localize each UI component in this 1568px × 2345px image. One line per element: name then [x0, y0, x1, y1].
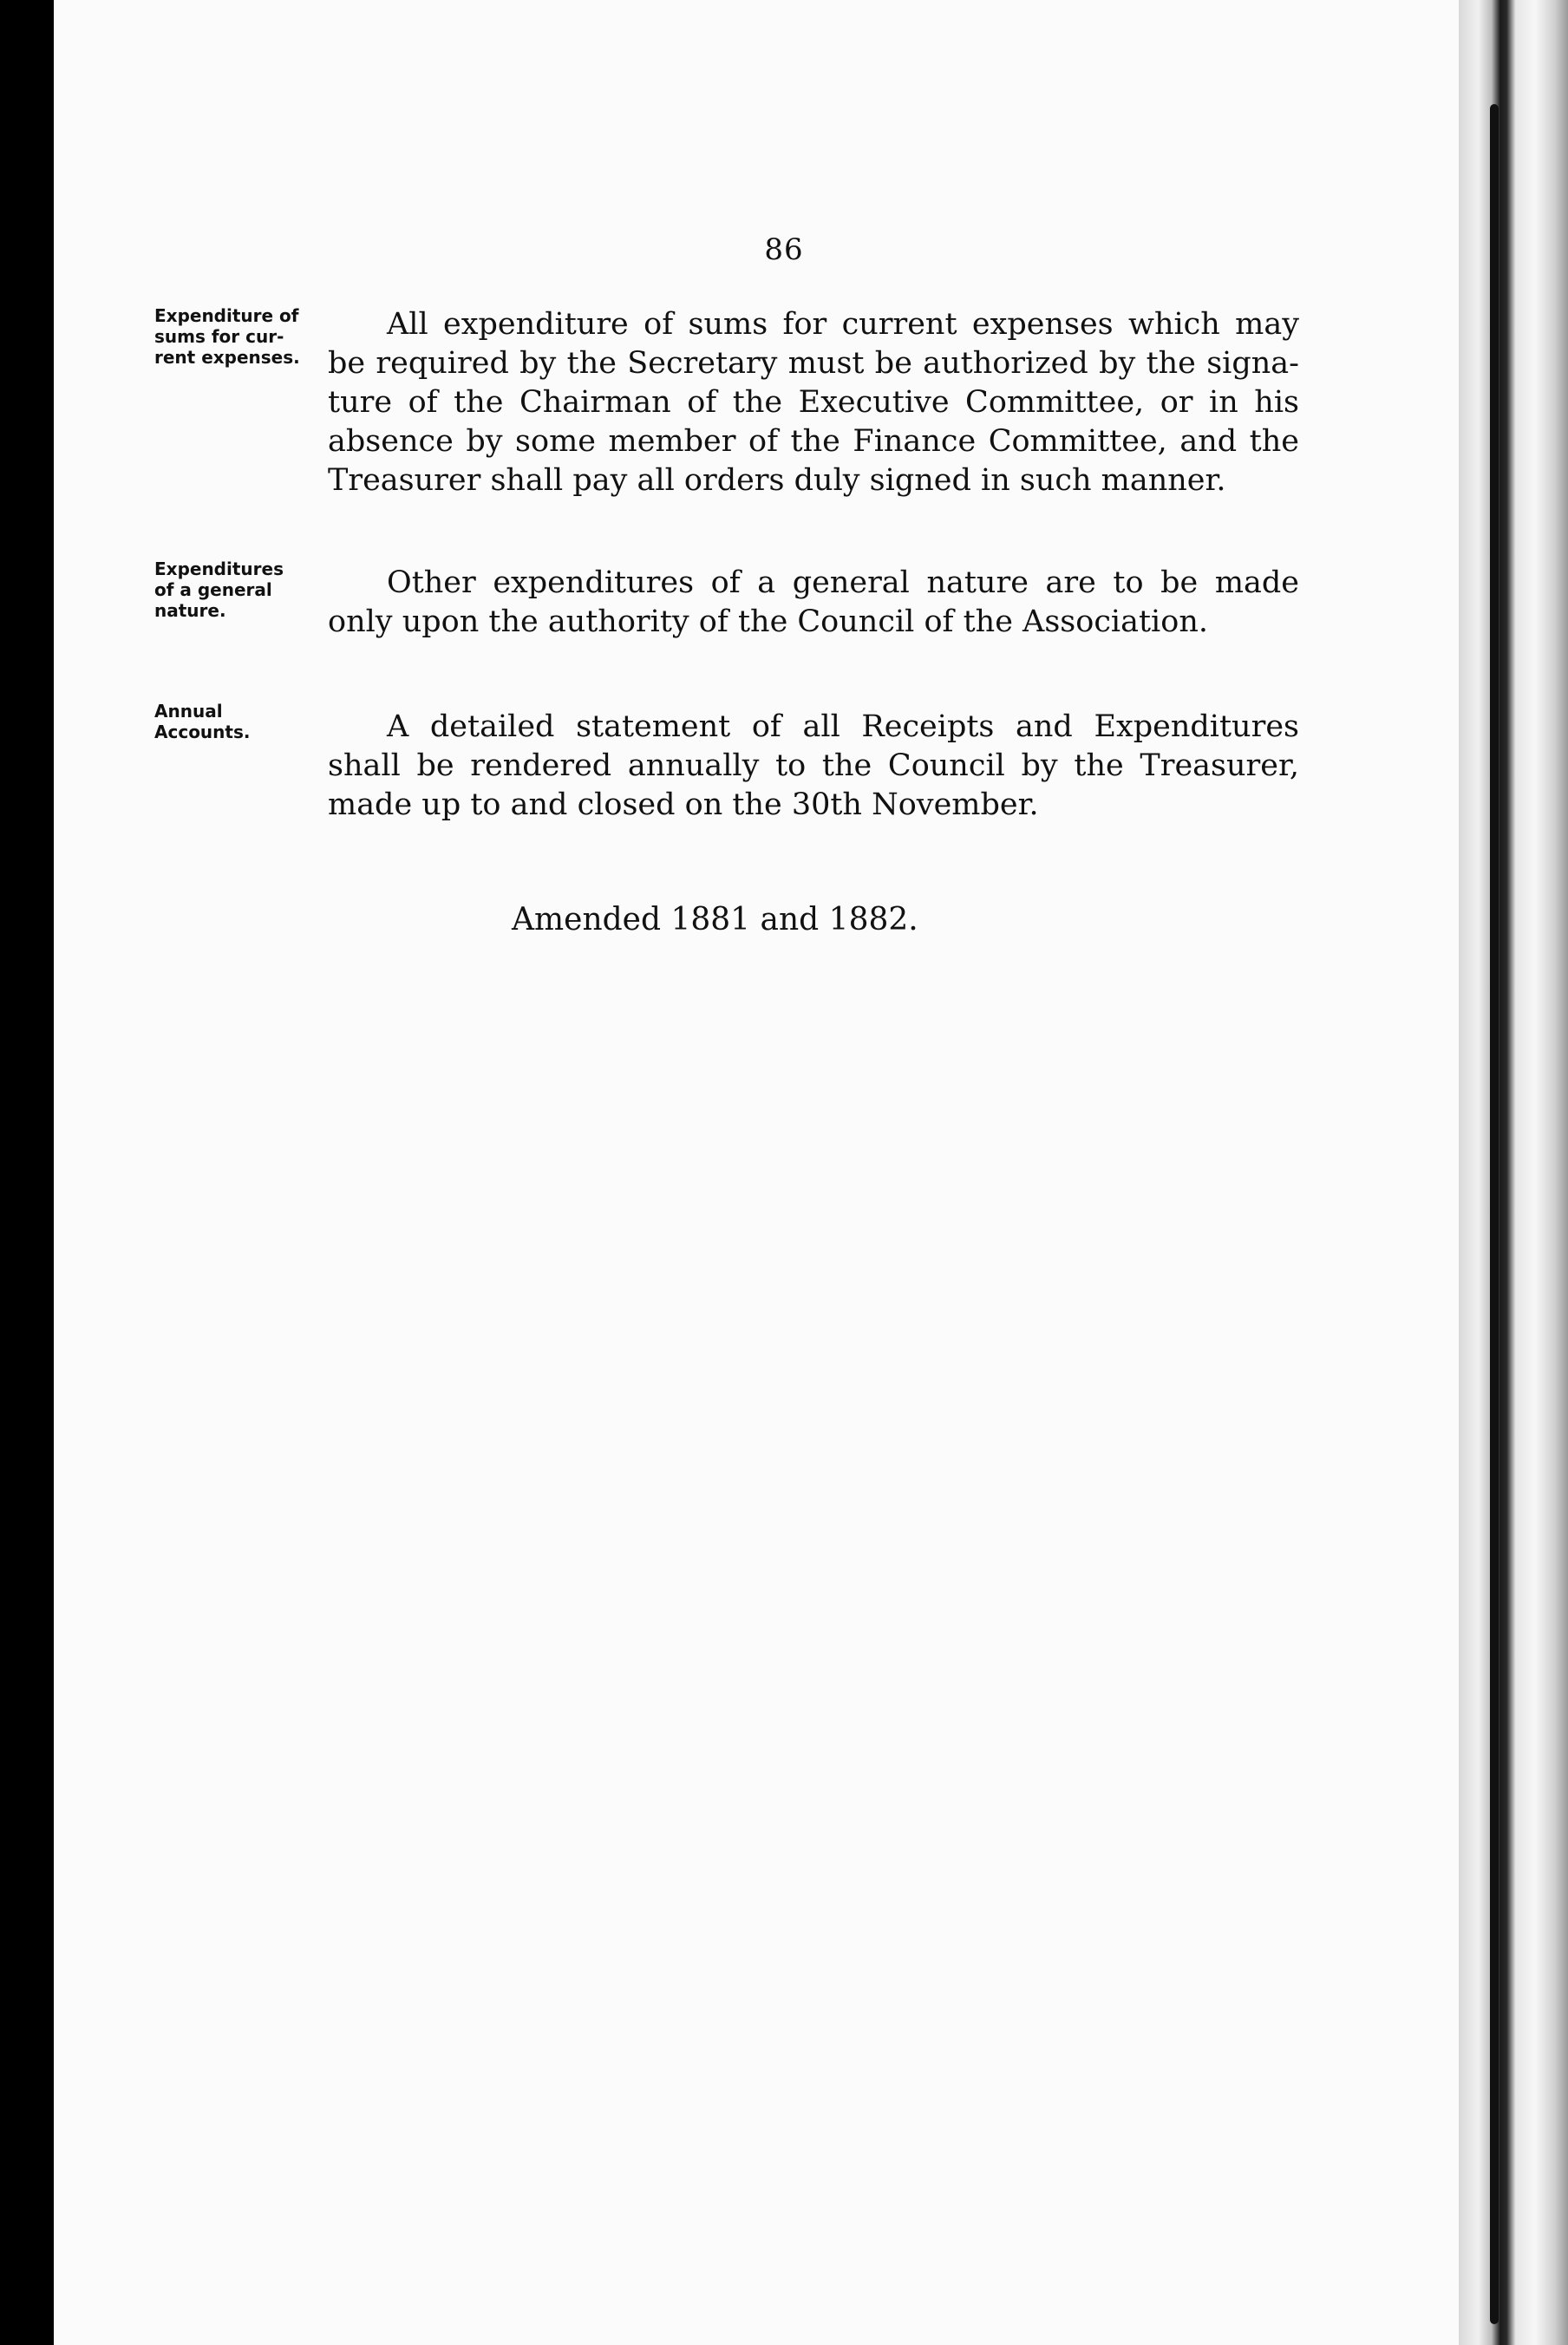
margin-note-line: Expenditure of [154, 305, 299, 326]
paragraph-line: absence by some member of the Finance Committee, and the [328, 424, 1299, 459]
book-gutter [1459, 0, 1568, 2345]
paragraph-line: A detailed statement of all Receipts and Expenditures [387, 709, 1299, 744]
paragraph-line: All expenditure of sums for current expenses which may [387, 307, 1299, 342]
margin-note-line: rent expenses. [154, 347, 300, 368]
margin-note-line: Expenditures [154, 558, 284, 579]
margin-note-expenditure-current [154, 305, 336, 368]
paragraph-current-expenses [328, 305, 1299, 500]
margin-note-line: Annual [154, 701, 223, 722]
paragraph-line: ture of the Chairman of the Executive Committee, or in his [328, 385, 1299, 420]
paragraph-annual-accounts [328, 708, 1299, 825]
book-spine-binding [1490, 104, 1499, 2324]
margin-note-annual-accounts [154, 701, 336, 742]
page-number: 86 [764, 232, 804, 267]
scan-left-edge [0, 0, 54, 2345]
paragraph-line: Treasurer shall pay all orders duly signed in such manner. [328, 463, 1226, 498]
margin-note-line: Accounts. [154, 722, 251, 742]
margin-note-line: of a general [154, 579, 272, 600]
paragraph-line: only upon the authority of the Council of the Association. [328, 604, 1208, 639]
margin-note-line: sums for cur- [154, 326, 284, 347]
paragraph-general-expenditures [328, 564, 1299, 642]
paragraph-line: made up to and closed on the 30th November. [328, 787, 1039, 822]
margin-note-line: nature. [154, 600, 226, 621]
amendment-note: Amended 1881 and 1882. [512, 902, 918, 937]
margin-note-general-expenditures [154, 558, 336, 621]
paragraph-line: Other expenditures of a general nature are to be made [387, 565, 1299, 600]
paragraph-line: be required by the Secretary must be authorized by the signa- [328, 346, 1299, 381]
paragraph-line: shall be rendered annually to the Council by the Treasurer, [328, 748, 1299, 783]
